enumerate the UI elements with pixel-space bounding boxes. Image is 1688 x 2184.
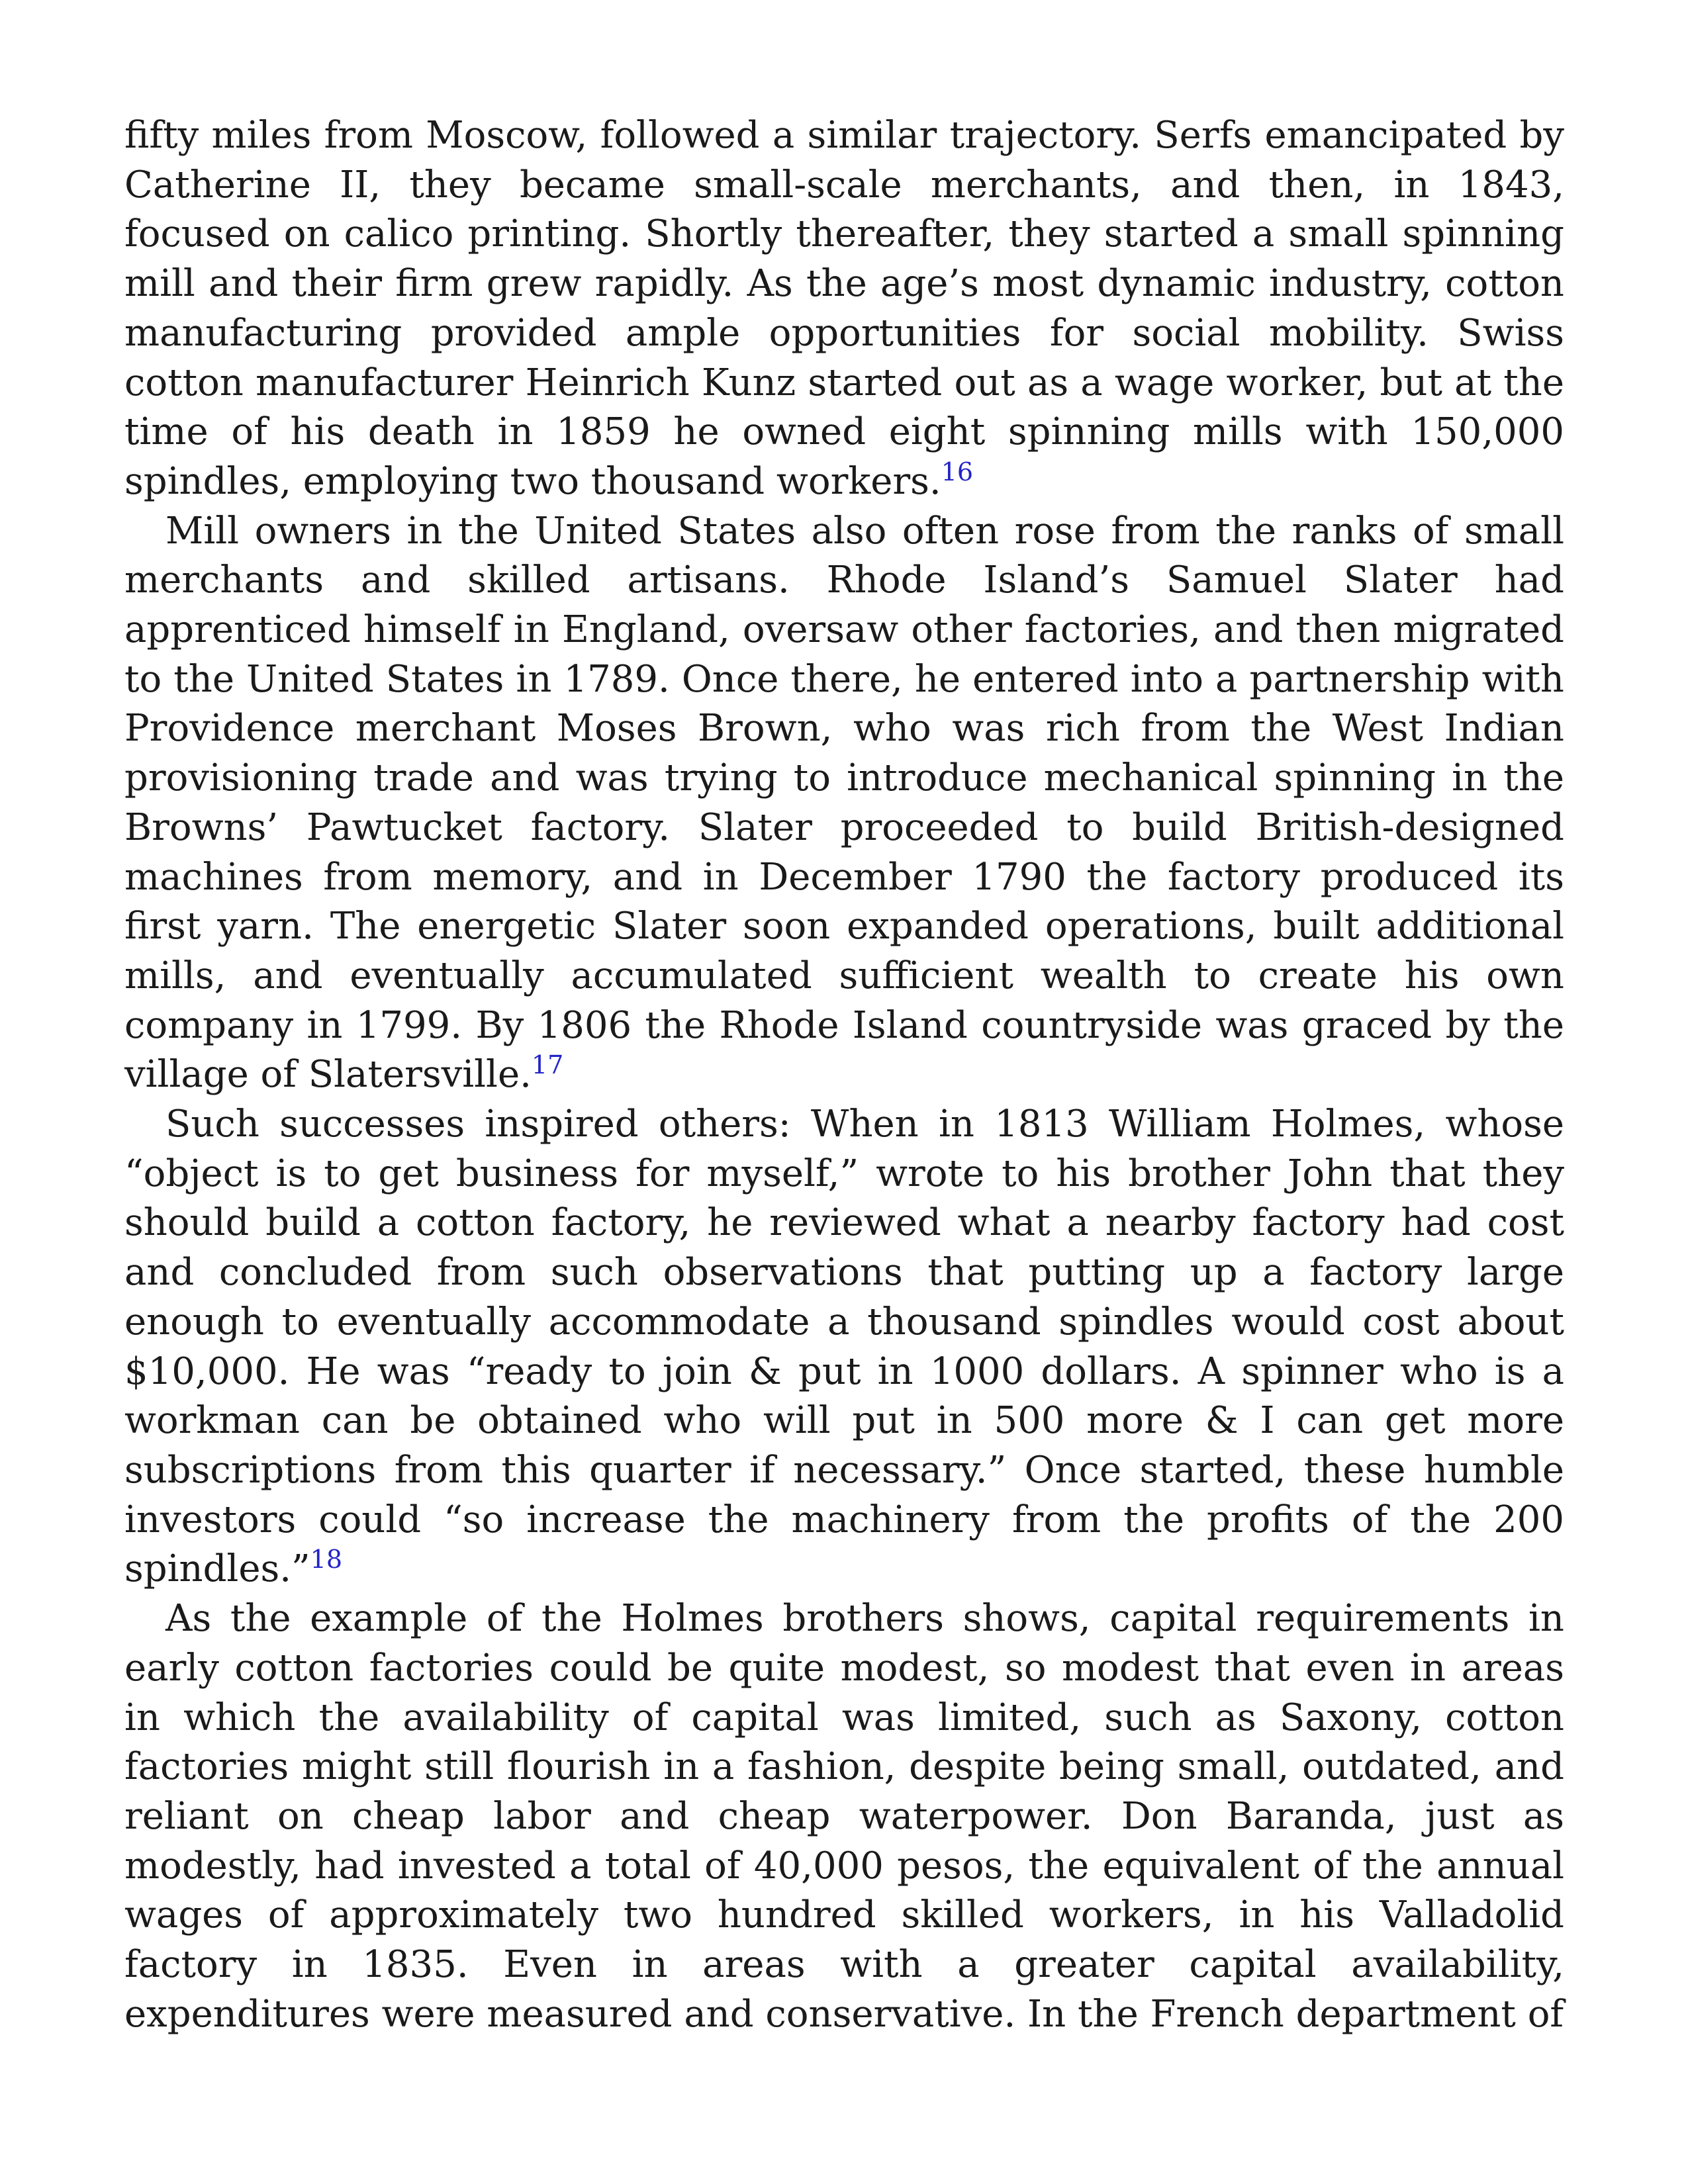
paragraph-2 — [124, 507, 1564, 1100]
footnote-ref-16[interactable]: 16 — [941, 457, 974, 486]
footnote-ref-17[interactable]: 17 — [531, 1050, 564, 1080]
footnote-ref-18[interactable]: 18 — [310, 1545, 342, 1574]
paragraph-text: As the example of the Holmes brothers shows, capital requirements in early cotton factories could be quite modest, so modest that even in areas in which the availability of capital was limited, such as Saxony, cotton factories might still flourish in a fashion, despite being small, outdated, and reliant on cheap labor and cheap waterpower. Don Baranda, just as modestly, had invested a total of 40,000 pesos, the equivalent of the annual wages of approximately two hundred skilled workers, in his Valladolid factory in 1835. Even in areas with a greater capital availability, expenditures were measured and conservative. In the French department of — [124, 1597, 1564, 2036]
paragraph-3 — [124, 1100, 1564, 1594]
paragraph-text: fifty miles from Moscow, followed a similar trajectory. Serfs emancipated by Catherine II, they became small-scale merchants, and then, in 1843, focused on calico printing. Shortly thereafter, they started a small spinning mill and their firm grew rapidly. As the age’s most dynamic industry, cotton manufacturing provided ample opportunities for social mobility. Swiss cotton manufacturer Heinrich Kunz started out as a wage worker, but at the time of his death in 1859 he owned eight spinning mills with 150,000 spindles, employing two thousand workers. — [124, 114, 1564, 503]
paragraph-text: Such successes inspired others: When in 1813 William Holmes, whose “object is to get business for myself,” wrote to his brother John that they should build a cotton factory, he reviewed what a nearby factory had cost and concluded from such observations that putting up a factory large enough to eventually accommodate a thousand spindles would cost about $10,000. He was “ready to join & put in 1000 dollars. A spinner who is a workman can be obtained who will put in 500 more & I can get more subscriptions from this quarter if necessary.” Once started, these humble investors could “so increase the machinery from the profits of the 200 spindles.” — [124, 1103, 1564, 1591]
paragraph-1 — [124, 111, 1564, 507]
book-page-body — [124, 111, 1564, 2039]
paragraph-text: Mill owners in the United States also often rose from the ranks of small merchants and skilled artisans. Rhode Island’s Samuel Slater had apprenticed himself in England, oversaw other factories, and then migrated to the United States in 1789. Once there, he entered into a partnership with Providence merchant Moses Brown, who was rich from the West Indian provisioning trade and was trying to introduce mechanical spinning in the Browns’ Pawtucket factory. Slater proceeded to build British-designed machines from memory, and in December 1790 the factory produced its first yarn. The energetic Slater soon expanded operations, built additional mills, and eventually accumulated sufficient wealth to create his own company in 1799. By 1806 the Rhode Island countryside was graced by the village of Slatersville. — [124, 509, 1564, 1097]
paragraph-4 — [124, 1594, 1564, 2039]
